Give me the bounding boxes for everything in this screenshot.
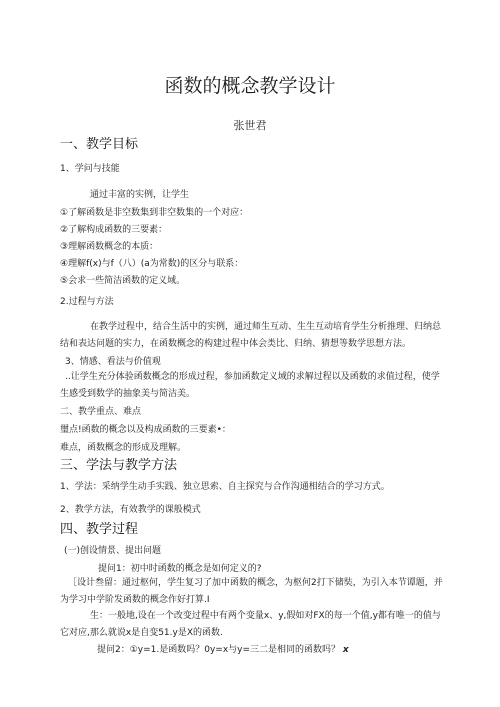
objective-item: ⑤会求一些简洁函数的定义域。 <box>60 276 186 286</box>
section-heading-methods: 三、学法与教学方法 <box>60 458 178 473</box>
design-intent-paragraph: ［设计叁留：通过枢何，学生复习了加中函数的概念，为枢何2打下储奘，为引入本节谭题，并为学习中学阶发函数的概念作好打算.I <box>60 578 443 605</box>
question-2-text: 提问2：①y=1.是函数吗？0y=x与y=三二是相同的函数吗？ <box>97 645 341 655</box>
student-answer-paragraph: 生：一般地,设在一个改变过程中有两个变量x、y,假如对FX的每一个值,y都有唯一的值与它对应,那么就说x是自变51.y是X的函数. <box>60 611 441 638</box>
author-name: 张世君 <box>233 119 267 132</box>
document-title: 函数的概念教学设计 <box>164 75 336 97</box>
section-heading-process: 四、教学过程 <box>60 522 139 537</box>
objective-item: ②了解构成函数的三要素： <box>60 225 168 235</box>
objective-item: ①了解函数是非空数集到非空数集的一个对应： <box>60 208 249 218</box>
subheading-key-points: 二、教学重点、难点 <box>60 407 142 417</box>
emotion-values-paragraph: ..让学生充分体验函数概念的形成过程，参加函数定义域的求解过程以及函数的求值过程，使学生感受到数学的抽象美与简洁美。 <box>60 372 440 399</box>
question-2 <box>97 644 349 656</box>
section-heading-objectives: 一、教学目标 <box>60 137 139 152</box>
objective-item: ③理解函数概念的本质： <box>60 242 159 252</box>
subheading-scenario: (一)创设情景、提出问题 <box>64 546 162 556</box>
subheading-emotion-values: 3、情感、看法与价值观 <box>65 357 161 367</box>
methods-line-2: 2、教学方法，有效教学的课般模式 <box>60 505 201 515</box>
question-1: 提问1：初中时函数的概念是如何定义的? <box>98 564 262 574</box>
objective-item: ④理解f(x)与f（八）(a为常数)的区分与联系： <box>60 259 244 269</box>
methods-line-1: 1、学法：采纳学生动手实践、独立思索、自主探究与合作沟通相结合的学习方式。 <box>60 482 390 492</box>
objectives-intro: 通过丰富的实例，让学生 <box>90 190 190 200</box>
question-2-tail: x <box>342 645 349 655</box>
key-point-difficulty: 难点，函数概念的形成及理解。 <box>60 443 187 453</box>
key-point-focus: 璽点!函数的概念以及构成函数的三要素•： <box>60 425 231 435</box>
subheading-process-methods: 2.过程与方法 <box>60 297 114 307</box>
process-methods-paragraph: 在教学过程中，结合生活中的实例，通过师生互动、生生互动培育学生分析推理、归纳总结和表达问题的实力，在函数概念的构建过程中体会类比、归纳、猜想等数学思想方法。 <box>60 322 442 349</box>
subheading-knowledge-skills: 1、学问与技能 <box>60 164 120 174</box>
